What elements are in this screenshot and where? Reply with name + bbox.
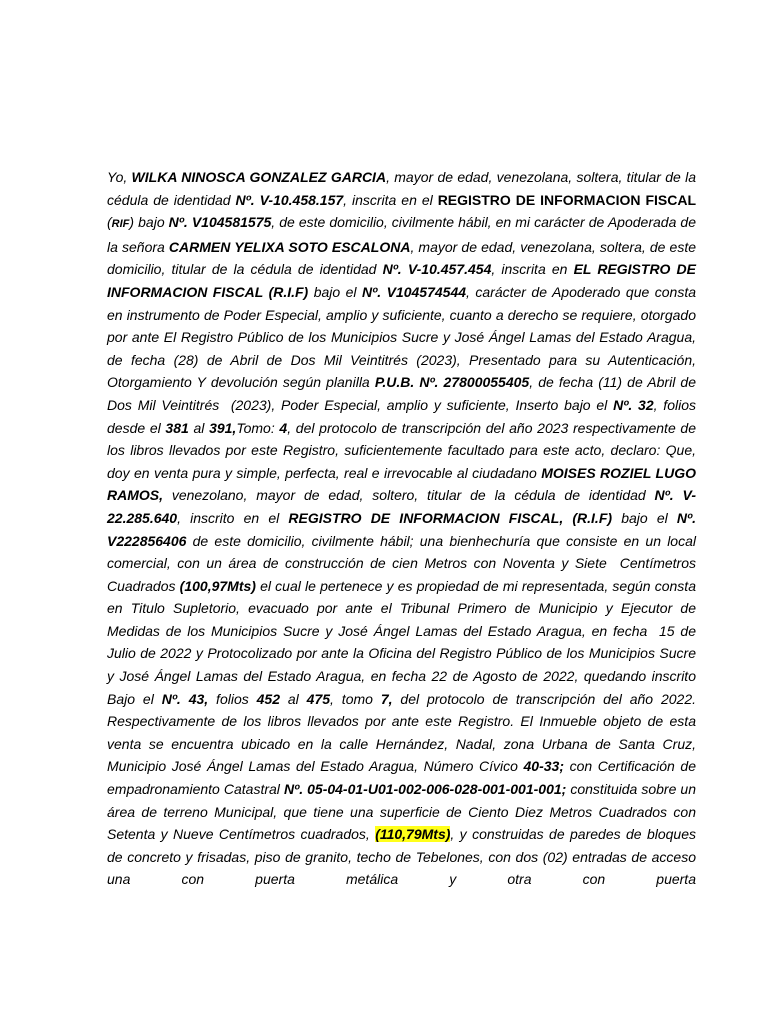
text-segment: (: [107, 191, 700, 231]
text-segment: el cual le pertenece y es propiedad de mi representada, según consta en Titulo Supletorio, evacuado por ante el Tribunal Primero de Municipio y Ejecutor de Medidas de los Municipios Sucre y José Ángel Lamas del Estado Aragua, en fecha 15 de Julio de 2022 y Protocolizado por ante la Oficina del Registro Público de los Municipios Sucre y José Ángel Lamas del Estado Aragua, en fecha 22 de Agosto de 2022, quedando inscrito Bajo el: [107, 577, 700, 707]
text-segment: , de fecha (11) de Abril de Dos Mil Veintitrés (2023), Poder Especial, amplio y suficiente, Inserto bajo el: [107, 374, 700, 413]
text-segment: , inscrito en el: [177, 509, 289, 526]
bold-text-segment: Nº. V104581575: [168, 214, 272, 231]
text-segment: ) bajo: [129, 214, 169, 231]
bold-text-segment: CARMEN YELIXA SOTO ESCALONA: [168, 238, 411, 255]
text-segment: , inscrita en el: [343, 191, 438, 208]
text-segment: del protocolo de transcripción del año 2022. Respectivamente de los libros llevados por ante este Registro. El Inmueble objeto de esta venta se encuentra ubicado en la calle Hernández, Nadal, zona Urbana de Santa Cruz, Municipio José Ángel Lamas del Estado Aragua, Número Cívico: [107, 690, 700, 775]
highlighted-text-segment: (110,79Mts): [375, 826, 451, 843]
text-segment: bajo el: [612, 509, 677, 526]
bold-text-segment: 391,: [209, 419, 237, 436]
bold-text-segment: Nº. V222856406: [107, 509, 700, 549]
bold-text-segment: EL REGISTRO DE INFORMACION FISCAL (R.I.F): [107, 261, 700, 300]
text-segment: venezolano, mayor de edad, soltero, titular de la cédula de identidad: [163, 487, 655, 504]
bold-text-segment: 40-33;: [523, 758, 564, 775]
bold-text-segment: Nº. V-22.285.640: [107, 487, 696, 526]
text-segment: Yo,: [107, 169, 132, 185]
bold-text-segment: RIF: [111, 218, 130, 231]
text-segment: , mayor de edad, venezolana, soltera, titular de la cédula de identidad: [107, 169, 700, 208]
text-segment: , mayor de edad, venezolana, soltera, de este domicilio, titular de la cédula de identidad: [107, 238, 700, 278]
text-segment: al: [188, 419, 210, 436]
bold-text-segment: 381: [165, 419, 189, 436]
bold-text-segment: WILKA NINOSCA GONZALEZ GARCIA: [131, 169, 387, 185]
bold-text-segment: Nº. V-10.457.454: [382, 261, 492, 278]
text-segment: constituida sobre un área de terreno Municipal, que tiene una superficie de Ciento Diez Metros Cuadrados con Setenta y Nueve Centímetros cuadrados,: [107, 781, 700, 843]
text-segment: bajo el: [308, 283, 363, 300]
bold-text-segment: Nº. V-10.458.157: [235, 191, 344, 208]
bold-text-segment: REGISTRO DE INFORMACION FISCAL, (R.I.F): [288, 509, 613, 526]
text-segment: con Certificación de empadronamiento Catastral: [107, 758, 700, 798]
bold-text-segment: Nº. 32: [613, 396, 654, 413]
text-segment: , del protocolo de transcripción del año 2023 respectivamente de los libros llevados por este Registro, suficientemente facultado para este acto, declaro: Que, doy en venta pura y simple, perfecta, real e irrevocable al ciudadano: [107, 419, 700, 481]
text-segment: , inscrita en: [491, 261, 574, 278]
text-segment: , tomo: [330, 690, 381, 707]
bold-text-segment: Nº. 43,: [161, 690, 209, 707]
text-segment: , folios desde el: [107, 396, 700, 436]
text-segment: , de este domicilio, civilmente hábil, en mi carácter de Apoderada de la señora: [107, 214, 700, 255]
bold-text-segment: 475: [306, 690, 331, 707]
bold-text-segment: Nº. 05-04-01-U01-002-006-028-001-001-001;: [283, 781, 567, 798]
text-segment: al: [280, 690, 307, 707]
bold-text-segment: Nº. V104574544: [362, 283, 467, 300]
bold-text-segment: (100,97Mts): [179, 577, 256, 594]
text-segment: , y construidas de paredes de bloques de concreto y frisadas, piso de granito, techo de Tebelones, con dos (02) entradas de acceso una con puerta metálica y otra con puerta: [107, 826, 700, 888]
text-segment: folios: [208, 690, 257, 707]
bold-text-segment: MOISES ROZIEL LUGO RAMOS,: [107, 464, 700, 504]
text-segment: Tomo:: [236, 419, 280, 436]
text-segment: , carácter de Apoderado que consta en instrumento de Poder Especial, amplio y suficiente, cuanto a derecho se requiere, otorgado por ante El Registro Público de los Municipios Sucre y José Ángel Lamas del Estado Aragua, de fecha (28) de Abril de Dos Mil Veintitrés (2023), Presentado para su Autenticación, Otorgamiento Y devolución según planilla: [107, 283, 700, 391]
document-body-text: [107, 166, 700, 891]
bold-text-segment: REGISTRO DE INFORMACION FISCAL: [437, 191, 696, 208]
bold-text-segment: P.U.B. Nº. 27800055405: [374, 374, 530, 391]
text-segment: de este domicilio, civilmente hábil; una bienhechuría que consiste en un local comercial, con un área de construcción de cien Metros con Noventa y Siete Centímetros Cuadrados: [107, 532, 700, 594]
bold-text-segment: 4: [279, 419, 288, 436]
bold-text-segment: 452: [256, 690, 280, 707]
bold-text-segment: 7,: [380, 690, 393, 707]
